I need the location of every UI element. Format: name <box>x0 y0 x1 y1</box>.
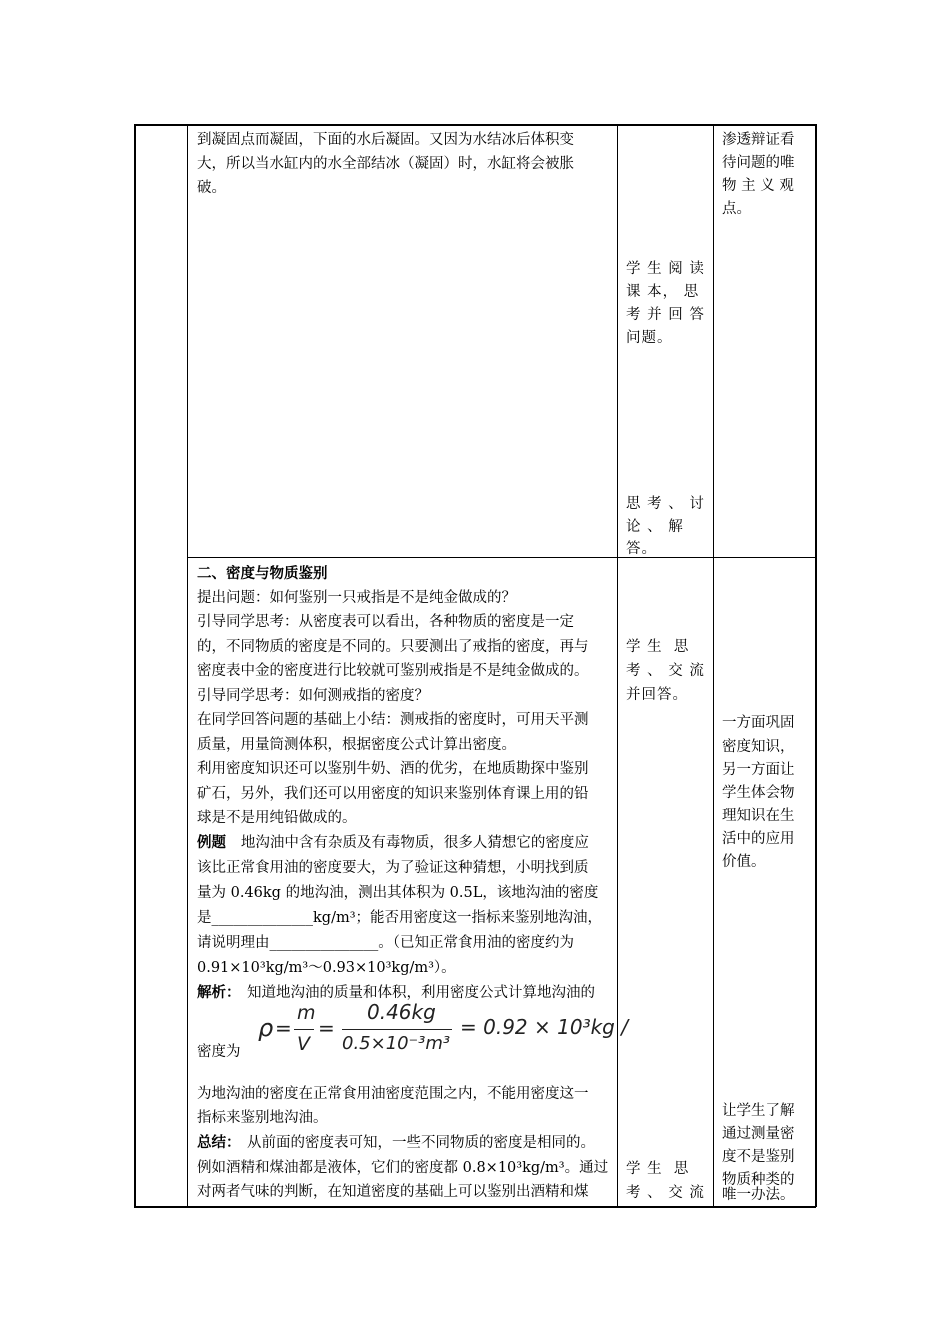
body-line-9: 矿石，另外，我们还可以用密度的知识来鉴别体育课上用的铅 <box>197 786 589 802</box>
lower-design-intent-1-line-3: 另一方面让 <box>722 762 795 778</box>
lower-design-intent-2-line-4: 物质种类的 <box>722 1172 795 1188</box>
formula-fraction-line-2 <box>342 1029 452 1030</box>
lower-design-intent-2-line-1: 让学生了解 <box>722 1103 795 1119</box>
analysis-label: 解析： <box>197 984 241 1001</box>
lower-design-intent-1-line-1: 一方面巩固 <box>722 715 795 731</box>
upper-design-intent-line-4: 点。 <box>722 201 751 217</box>
lower-design-intent-2-line-3: 度不是鉴别 <box>722 1149 795 1165</box>
example-line-4: 是______________kg/m³；能否用密度这一指标来鉴别地沟油， <box>197 910 603 926</box>
lower-design-intent-2-line-5: 唯一办法。 <box>722 1187 795 1203</box>
lower-student-activity-1-line-2: 考 、 交 流 <box>626 663 705 679</box>
lower-student-activity-2-line-2: 考 、 交 流 <box>626 1185 705 1201</box>
column-divider-2 <box>617 124 618 1207</box>
lower-design-intent-1-line-6: 活中的应用 <box>722 831 795 847</box>
upper-student-activity-1-line-1: 学 生 阅 读 <box>626 261 705 277</box>
table-right-border <box>815 124 817 1207</box>
upper-line-3: 破。 <box>197 180 226 196</box>
formula-result: = 0.92 × 10³kg / <box>460 1015 628 1039</box>
upper-student-activity-1-line-4: 问题。 <box>626 330 673 346</box>
formula-denominator: 0.5×10⁻³m³ <box>342 1033 451 1054</box>
example-line-2: 该比正常食用油的密度要大，为了验证这种猜想，小明找到质 <box>197 860 589 876</box>
upper-line-1: 到凝固点而凝固，下面的水后凝固。又因为水结冰后体积变 <box>197 132 574 148</box>
upper-student-activity-1-line-3: 考 并 回 答 <box>626 307 705 323</box>
example-line-6: 0.91×10³kg/m³～0.93×10³kg/m³）。 <box>197 960 456 976</box>
example-line-1: 地沟油中含有杂质及有毒物质，很多人猜想它的密度应 <box>227 835 589 851</box>
formula-V: V <box>297 1033 310 1055</box>
after-formula-line-2: 指标来鉴别地沟油。 <box>197 1110 328 1126</box>
body-line-10: 球是不是用纯铅做成的。 <box>197 810 357 826</box>
summary-line: 从前面的密度表可知，一些不同物质的密度是相同的。 <box>247 1135 595 1151</box>
lower-student-activity-2-line-1: 学 生 思 <box>626 1161 690 1177</box>
formula-numerator: 0.46kg <box>367 1000 436 1024</box>
upper-design-intent-line-1: 渗透辩证看 <box>722 132 795 148</box>
formula-equals-1: = <box>275 1016 292 1040</box>
body-line-7: 质量，用量筒测体积，根据密度公式计算出密度。 <box>197 737 516 753</box>
lower-student-activity-1-line-3: 并回答。 <box>626 687 688 703</box>
formula-m: m <box>297 1002 316 1024</box>
body-line-3: 的，不同物质的密度是不同的。只要测出了戒指的密度，再与 <box>197 639 589 655</box>
lower-design-intent-1-line-5: 理知识在生 <box>722 808 795 824</box>
lower-design-intent-2-line-2: 通过测量密 <box>722 1126 795 1142</box>
column-divider-3 <box>713 124 714 1207</box>
example-line-3: 量为 0.46kg 的地沟油，测出其体积为 0.5L，该地沟油的密度 <box>197 885 599 901</box>
upper-student-activity-2-line-1: 思 考 、 讨 <box>626 496 705 512</box>
body-line-8: 利用密度知识还可以鉴别牛奶、酒的优劣，在地质勘探中鉴别 <box>197 761 589 777</box>
upper-line-2: 大，所以当水缸内的水全部结冰（凝固）时，水缸将会被胀 <box>197 156 574 172</box>
table-left-border <box>134 124 136 1207</box>
section-heading: 二、密度与物质鉴别 <box>197 565 328 582</box>
column-divider-1 <box>187 124 188 1207</box>
summary-line-2: 例如酒精和煤油都是液体，它们的密度都 0.8×10³kg/m³。通过 <box>197 1160 609 1176</box>
lower-design-intent-1-line-7: 价值。 <box>722 854 766 870</box>
summary-label: 总结： <box>197 1134 241 1151</box>
upper-design-intent-line-2: 待问题的唯 <box>722 155 795 171</box>
body-line-2: 引导同学思考：从密度表可以看出，各种物质的密度是一定 <box>197 614 574 630</box>
formula-rho: ρ <box>258 1014 274 1042</box>
body-line-1: 提出问题：如何鉴别一只戒指是不是纯金做成的？ <box>197 590 516 606</box>
summary-line-3: 对两者气味的判断，在知道密度的基础上可以鉴别出酒精和煤 <box>197 1184 589 1200</box>
body-line-5: 引导同学思考：如何测戒指的密度？ <box>197 688 429 704</box>
lower-student-activity-1-line-1: 学 生 思 <box>626 639 690 655</box>
formula-prefix: 密度为 <box>197 1044 241 1060</box>
body-line-4: 密度表中金的密度进行比较就可鉴别戒指是不是纯金做成的。 <box>197 663 589 679</box>
analysis-line: 知道地沟油的质量和体积，利用密度公式计算地沟油的 <box>247 985 595 1001</box>
formula-equals-2: = <box>318 1016 335 1040</box>
upper-design-intent-line-3: 物 主 义 观 <box>722 178 794 194</box>
example-line-5: 请说明理由_______________。（已知正常食用油的密度约为 <box>197 935 574 951</box>
lower-design-intent-1-line-2: 密度知识， <box>722 739 795 755</box>
lower-design-intent-1-line-4: 学生体会物 <box>722 785 795 801</box>
row-divider <box>187 557 816 558</box>
body-line-6: 在同学回答问题的基础上小结：测戒指的密度时，可用天平测 <box>197 712 589 728</box>
upper-student-activity-2-line-3: 答。 <box>626 541 657 557</box>
upper-student-activity-2-line-2: 论 、 解 <box>626 519 684 535</box>
example-label: 例题 <box>197 834 226 851</box>
formula-fraction-line-1 <box>294 1029 314 1030</box>
after-formula-line-1: 为地沟油的密度在正常食用油密度范围之内，不能用密度这一 <box>197 1086 589 1102</box>
upper-student-activity-1-line-2: 课 本， 思 <box>626 284 700 300</box>
